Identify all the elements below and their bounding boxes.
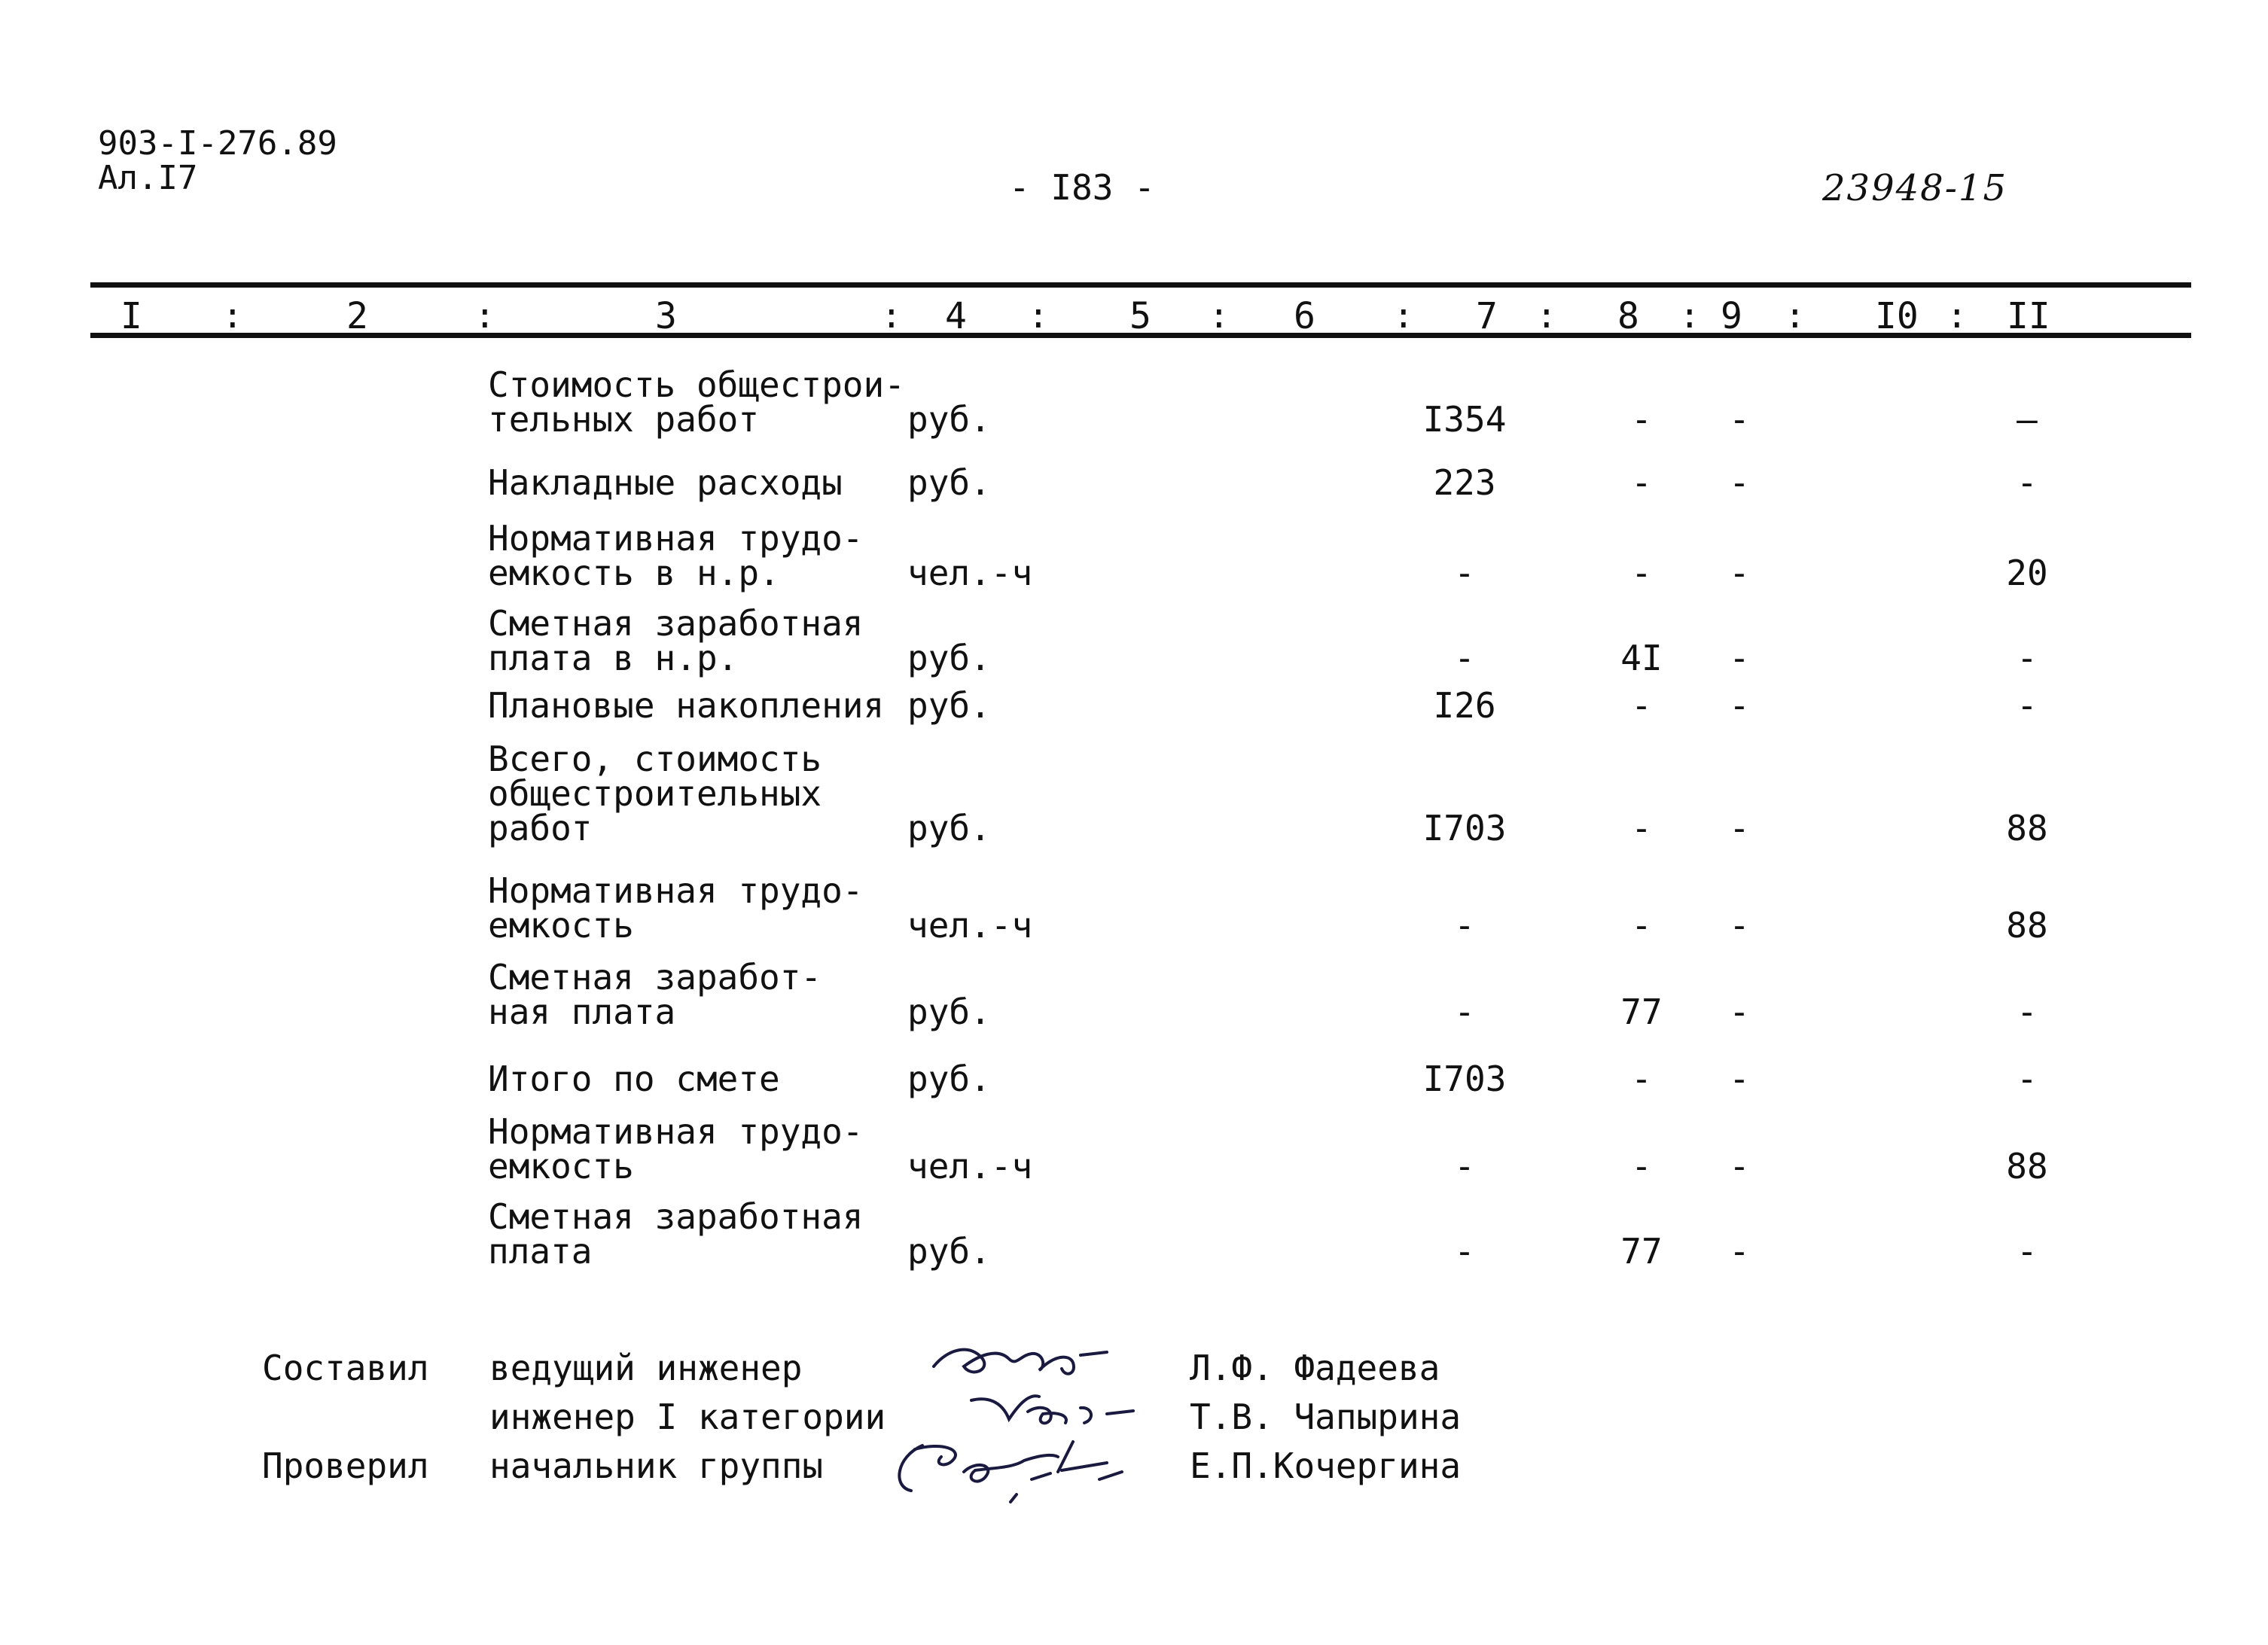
row-col9-value: -: [1729, 1059, 1750, 1099]
row-col8-value: -: [1631, 905, 1652, 946]
column-separator: :: [881, 295, 902, 336]
row-label-line: Плановые накопления: [488, 685, 885, 726]
row-unit: чел.-ч: [907, 553, 1033, 593]
row-label-line: Сметная заработ-: [488, 957, 822, 998]
row-col7-value: -: [1454, 992, 1475, 1032]
row-col8-value: 77: [1620, 992, 1663, 1032]
table-top-rule: [90, 282, 2191, 288]
signer-name-3: Е.П.Кочергина: [1190, 1445, 1462, 1486]
row-label-line: Итого по смете: [488, 1059, 780, 1099]
column-header-7: 7: [1476, 295, 1498, 337]
document-code-line2: Ал.I7: [98, 159, 198, 197]
row-unit: руб.: [907, 399, 991, 440]
row-unit: чел.-ч: [907, 1146, 1033, 1187]
page-number: - I83 -: [1009, 167, 1155, 208]
row-label-line: плата в н.р.: [488, 638, 739, 678]
row-label-line: плата: [488, 1231, 593, 1272]
column-separator: :: [1209, 295, 1230, 336]
row-col9-value: -: [1729, 553, 1750, 593]
column-header-1: I: [120, 295, 142, 337]
row-label-line: Всего, стоимость: [488, 739, 822, 779]
row-label-line: ная плата: [488, 992, 676, 1032]
row-label-line: Сметная заработная: [488, 1196, 864, 1237]
row-col9-value: -: [1729, 1231, 1750, 1272]
row-col9-value: -: [1729, 1146, 1750, 1187]
column-header-2: 2: [346, 295, 368, 337]
signer-role-1: ведущий инженер: [489, 1348, 803, 1388]
row-label-line: Нормативная трудо-: [488, 1111, 864, 1152]
row-col7-value: I354: [1422, 399, 1507, 440]
row-col11-value: 88: [2006, 905, 2048, 946]
row-col9-value: -: [1729, 992, 1750, 1032]
row-col11-value: 88: [2006, 808, 2048, 848]
column-header-10: I0: [1875, 295, 1919, 337]
column-header-3: 3: [655, 295, 677, 337]
row-col8-value: -: [1631, 1146, 1652, 1187]
column-header-9: 9: [1721, 295, 1742, 337]
row-label-line: тельных работ: [488, 399, 760, 440]
signer-name-1: Л.Ф. Фадеева: [1190, 1348, 1440, 1388]
row-col9-value: -: [1729, 905, 1750, 946]
row-col8-value: -: [1631, 808, 1652, 848]
row-label-line: Накладные расходы: [488, 462, 843, 503]
row-label-line: Стоимость общестрои-: [488, 364, 905, 405]
row-col9-value: -: [1729, 638, 1750, 678]
row-label-line: Нормативная трудо-: [488, 870, 864, 911]
row-col11-value: -: [2017, 462, 2038, 503]
row-col7-value: -: [1454, 1231, 1475, 1272]
column-separator: :: [222, 295, 243, 336]
row-col8-value: 4I: [1620, 638, 1663, 678]
compiled-by-label: Составил: [262, 1348, 429, 1388]
document-number: 23948-15: [1822, 167, 2007, 209]
row-col11-value: 88: [2006, 1146, 2048, 1187]
column-separator: :: [1536, 295, 1557, 336]
row-unit: руб.: [907, 638, 991, 678]
column-separator: :: [1028, 295, 1049, 336]
row-label-line: емкость в н.р.: [488, 553, 780, 593]
row-label-line: общестроительных: [488, 773, 822, 814]
signer-name-2: Т.В. Чапырина: [1190, 1397, 1462, 1437]
row-col11-value: -: [2017, 685, 2038, 726]
row-unit: руб.: [907, 992, 991, 1032]
column-separator: :: [474, 295, 495, 336]
row-col8-value: -: [1631, 1059, 1652, 1099]
row-label-line: емкость: [488, 905, 634, 946]
signer-role-2: инженер I категории: [489, 1397, 886, 1437]
row-unit: руб.: [907, 808, 991, 848]
row-col8-value: -: [1631, 399, 1652, 440]
row-label-line: емкость: [488, 1146, 634, 1187]
column-header-4: 4: [945, 295, 967, 337]
row-col7-value: -: [1454, 905, 1475, 946]
row-col9-value: -: [1729, 808, 1750, 848]
column-separator: :: [1946, 295, 1968, 336]
row-col7-value: I703: [1422, 1059, 1507, 1099]
document-code-line1: 903-I-276.89: [98, 124, 337, 163]
column-header-6: 6: [1294, 295, 1315, 337]
row-label-line: Нормативная трудо-: [488, 518, 864, 559]
row-col9-value: -: [1729, 685, 1750, 726]
row-col9-value: -: [1729, 462, 1750, 503]
row-label-line: работ: [488, 808, 593, 848]
signature-3: [881, 1427, 1182, 1540]
column-separator: :: [1785, 295, 1806, 336]
column-separator: :: [1393, 295, 1414, 336]
row-col7-value: -: [1454, 638, 1475, 678]
document-code: [98, 126, 337, 196]
row-col7-value: -: [1454, 1146, 1475, 1187]
row-unit: руб.: [907, 1059, 991, 1099]
row-unit: чел.-ч: [907, 905, 1033, 946]
row-col11-value: -: [2017, 638, 2038, 678]
row-col8-value: -: [1631, 685, 1652, 726]
signature-1: [926, 1325, 1122, 1385]
row-label-line: Сметная заработная: [488, 603, 864, 644]
row-col11-value: -: [2017, 1231, 2038, 1272]
row-col8-value: 77: [1620, 1231, 1663, 1272]
signer-role-3: начальник группы: [489, 1445, 824, 1486]
row-col8-value: -: [1631, 553, 1652, 593]
checked-by-label: Проверил: [262, 1445, 429, 1486]
column-separator: :: [1679, 295, 1700, 336]
column-header-11: II: [2007, 295, 2050, 337]
row-col11-value: -: [2017, 1059, 2038, 1099]
column-header-8: 8: [1617, 295, 1639, 337]
row-col8-value: -: [1631, 462, 1652, 503]
row-col11-value: 20: [2006, 553, 2048, 593]
column-header-5: 5: [1129, 295, 1151, 337]
row-unit: руб.: [907, 1231, 991, 1272]
row-col7-value: I26: [1433, 685, 1496, 726]
row-col11-value: —: [2017, 399, 2038, 440]
row-col7-value: I703: [1422, 808, 1507, 848]
row-unit: руб.: [907, 462, 991, 503]
row-col7-value: -: [1454, 553, 1475, 593]
row-unit: руб.: [907, 685, 991, 726]
row-col9-value: -: [1729, 399, 1750, 440]
row-col7-value: 223: [1433, 462, 1496, 503]
row-col11-value: -: [2017, 992, 2038, 1032]
